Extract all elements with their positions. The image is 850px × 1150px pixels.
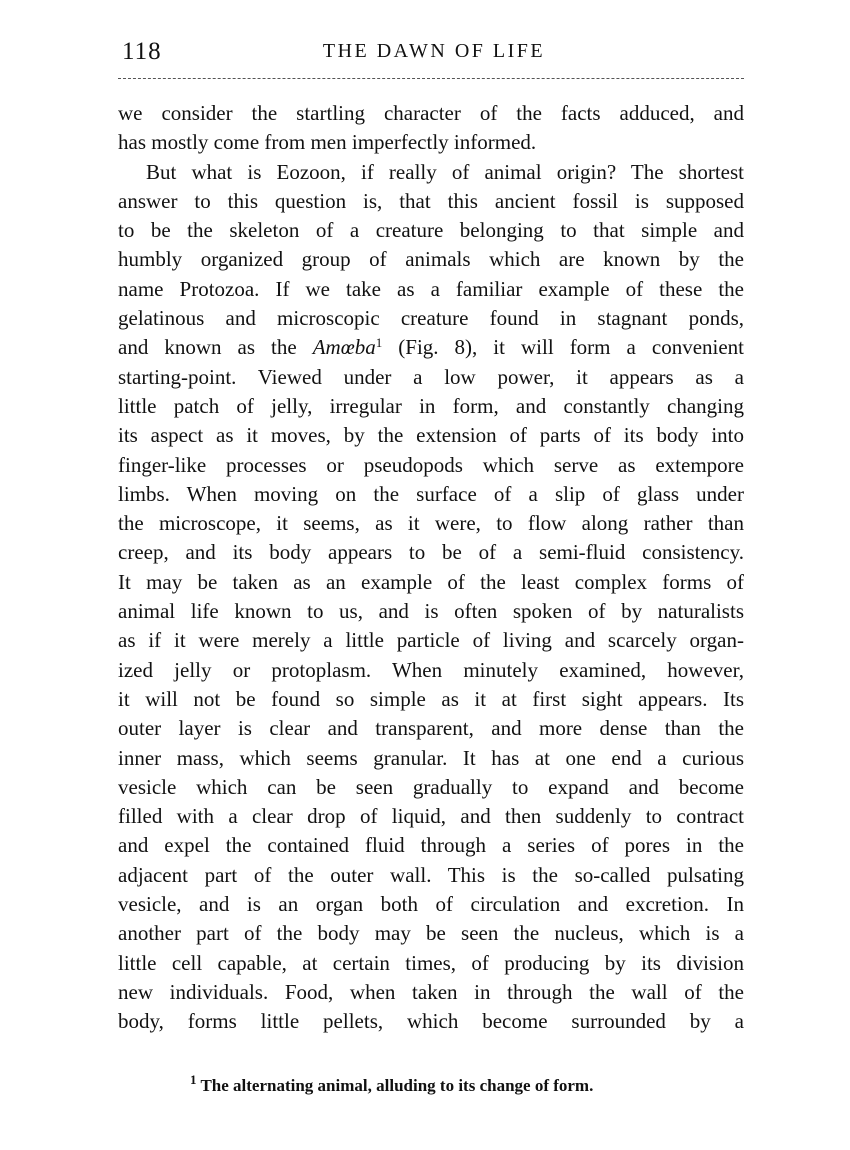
line-text: name Protozoa. If we take as a familiar example of these the: [118, 276, 744, 301]
line-text: inner mass, which seems granular. It has at one end a curious: [118, 745, 744, 770]
text-line: [118, 656, 744, 685]
text-line: [118, 304, 744, 333]
text-line: [118, 275, 744, 304]
line-text: little cell capable, at certain times, of producing by its division: [118, 950, 744, 975]
text-line: [118, 919, 744, 948]
footnote-reference: 1: [375, 335, 383, 351]
page-number: 118: [122, 38, 162, 65]
text-line: [118, 597, 744, 626]
footnote-marker: 1: [190, 1072, 197, 1087]
line-text: vesicle which can be seen gradually to expand and become: [118, 774, 744, 799]
line-text: outer layer is clear and transparent, and more dense than the: [118, 716, 744, 741]
line-text: filled with a clear drop of liquid, and then suddenly to contract: [118, 804, 744, 829]
line-text: has mostly come from men imperfectly informed.: [118, 130, 537, 155]
line-text: the microscope, it seems, as it were, to flow along rather than: [118, 511, 744, 536]
footnote-text: The alternating animal, alluding to its change of form.: [200, 1076, 594, 1095]
body-text: [118, 99, 744, 1037]
line-text: adjacent part of the outer wall. This is the so-called pulsating: [118, 862, 744, 887]
text-line: [118, 333, 744, 362]
line-text: limbs. When moving on the surface of a slip of glass under: [118, 481, 744, 506]
text-line: [118, 685, 744, 714]
text-line: [118, 978, 744, 1007]
footnote: [190, 1072, 750, 1096]
line-text: its aspect as it moves, by the extension of parts of its body into: [118, 423, 744, 448]
text-line: [118, 802, 744, 831]
text-line: [118, 245, 744, 274]
text-line: [118, 1007, 744, 1036]
line-text: starting-point. Viewed under a low power, it appears as a: [118, 364, 744, 389]
line-text: another part of the body may be seen the nucleus, which is a: [118, 921, 744, 946]
header-rule: [118, 78, 744, 79]
page-header: [120, 38, 748, 72]
text-line: [118, 216, 744, 245]
line-text: humbly organized group of animals which are known by the: [118, 247, 744, 272]
line-text: gelatinous and microscopic creature found in stagnant ponds,: [118, 306, 744, 331]
line-text: as if it were merely a little particle of living and scarcely organ-: [118, 628, 744, 653]
text-line: [118, 773, 744, 802]
text-line: [118, 509, 744, 538]
line-text: and known as the: [118, 335, 297, 360]
text-line: [118, 363, 744, 392]
text-line: [118, 861, 744, 890]
line-text: and expel the contained fluid through a series of pores in the: [118, 833, 744, 858]
line-text: answer to this question is, that this ancient fossil is supposed: [118, 188, 744, 213]
text-line: [118, 890, 744, 919]
text-line: [118, 99, 744, 128]
text-line: [118, 831, 744, 860]
text-line: [118, 626, 744, 655]
line-text: we consider the startling character of the facts adduced, and: [118, 101, 744, 125]
line-text: it will not be found so simple as it at first sight appears. Its: [118, 686, 744, 711]
text-line: [118, 480, 744, 509]
line-text: new individuals. Food, when taken in through the wall of the: [118, 979, 744, 1004]
line-text: finger-like processes or pseudopods which serve as extempore: [118, 452, 744, 477]
text-line: [118, 187, 744, 216]
text-line: [118, 392, 744, 421]
line-text: But what is Eozoon, if really of animal origin? The shortest: [146, 159, 744, 184]
text-line: [118, 421, 744, 450]
text-line: [118, 744, 744, 773]
line-text: body, forms little pellets, which become surrounded by a: [118, 1009, 744, 1034]
line-text: It may be taken as an example of the least complex forms of: [118, 569, 744, 594]
line-text: vesicle, and is an organ both of circulation and excretion. In: [118, 892, 744, 917]
running-head: THE DAWN OF LIFE: [322, 40, 546, 62]
text-line: [118, 158, 744, 187]
text-line: [118, 538, 744, 567]
text-line: [118, 451, 744, 480]
italic-term: Amœba: [312, 335, 376, 360]
text-line: [118, 949, 744, 978]
line-text-continued: (Fig. 8), it will form a convenient: [398, 335, 745, 360]
line-text: animal life known to us, and is often spoken of by naturalists: [118, 599, 744, 624]
text-line: [118, 128, 744, 157]
line-text: to be the skeleton of a creature belonging to that simple and: [118, 218, 744, 243]
line-text: ized jelly or protoplasm. When minutely examined, however,: [118, 657, 744, 682]
line-text: little patch of jelly, irregular in form, and constantly changing: [118, 393, 744, 418]
text-line: [118, 568, 744, 597]
text-line: [118, 714, 744, 743]
line-text: creep, and its body appears to be of a semi-fluid consistency.: [118, 540, 744, 565]
